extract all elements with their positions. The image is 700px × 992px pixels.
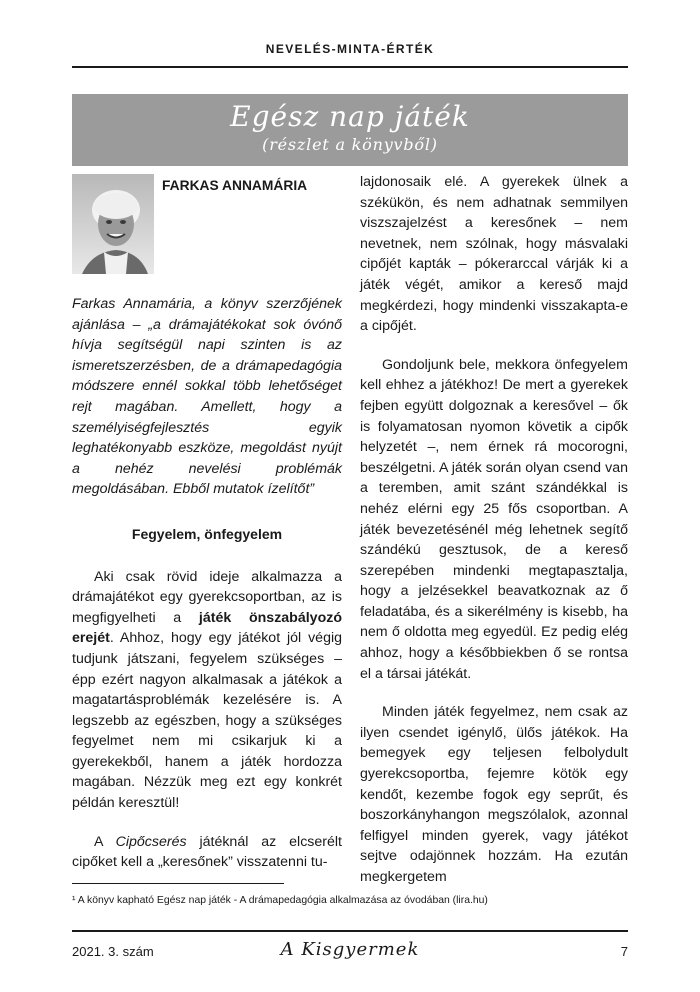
footnote: ¹ A könyv kapható Egész nap játék - A drámapedagógia alkalmazása az óvodában (lira.hu) [72, 895, 488, 906]
body-paragraph: Minden játék fegyelmez, nem csak az ilyen csendet igénylő, ülős játékok. Ha bemegyek egy teljesen felbolydult gyerekcsoportba, fejemre kötök egy kendőt, kezembe fogok egy seprűt, és boszorkányhangon megszólalok, azonnal felfigyel minden gyerek, vagy játékot sejtve odajönnek hozzám. Ha ezután megkergetem [360, 704, 628, 885]
author-name: FARKAS ANNAMÁRIA [162, 178, 308, 193]
magazine-name: A Kisgyermek [280, 939, 420, 960]
portrait-illustration [72, 174, 154, 274]
game-name: Cipőcserés [115, 833, 187, 850]
article-title: Egész nap játék [230, 100, 470, 133]
author-block [72, 172, 342, 276]
left-column [72, 172, 342, 891]
paragraph-text: A [94, 833, 116, 850]
section-heading: Fegyelem, önfegyelem [131, 525, 283, 542]
title-banner [72, 94, 628, 166]
header-rule [72, 66, 628, 68]
issue-label: 2021. 3. szám [72, 944, 154, 959]
footer-rule [72, 930, 628, 932]
emphasis-text: játék önszabályozó erejét [72, 609, 342, 647]
right-column [360, 172, 628, 906]
body-paragraph [72, 832, 342, 873]
paragraph-text: . Ahhoz, hogy egy játékot jól végig tudjunk játszani, fegyelem szükséges – épp ezért nagyon alkalmasak a játékok a magatartásproblémák kezelésére is. A legszebb az egészben, hogy a szükséges fegyelmet nem mi csikarjuk ki a gyerekekből, hanem a játék hordozza magában. Nézzük meg ezt egy konkrét példán keresztül! [72, 630, 342, 812]
body-paragraph: Gondoljunk bele, mekkora önfegyelem kell ehhez a játékhoz! De mert a gyerekek fejben együtt dolgoznak a keresővel – ők is folyamatosan nyomon követik a cipők helyzetét –, nem érnek rá mocorogni, beszélgetni. A játék során olyan csend van a teremben, amit szánt szándékkal is nehéz elérni egy 25 fős csoportban. A játék bevezetésénél még lehetnek segítő szándékú gesztusok, de a kereső szerepében mindenki megtapasztalja, hogy a jelzésekkel beavatkoznak az ő feladatába, és a sikerélmény is kisebb, ha nem ő oldotta meg egyedül. Ez pedig elég ahhoz, hogy a későbbiekben ő se rontsa el a társai játékát. [360, 356, 628, 682]
body-paragraph: lajdonosaik elé. A gyerekek ülnek a székükön, és nem adhatnak semmilyen viszszajelzést a keresőnek – nem nevetnek, nem szólnak, hogy másvalaki cipőjét kapták – pókerarccal várják ki a játék végét, amikor a kereső majd megkérdezi, hogy mindenki visszakapta-e a cipőjét. [360, 174, 628, 335]
article-subtitle: (részlet a könyvből) [262, 135, 438, 154]
page-number: 7 [620, 944, 628, 959]
paragraph-text: játéknál az elcserélt cipőket kell a „keresőnek” visszatenni tu- [72, 833, 342, 871]
running-header: NEVELÉS-MINTA-ÉRTÉK [265, 42, 435, 56]
body-paragraph [72, 567, 342, 814]
intro-paragraph: Farkas Annamária, a könyv szerzőjének ajánlása – „a drámajátékokat sok óvónő hívja segítségül napi szinten is az ismeretszerzésben, de a drámapedagógia módszere ennél sokkal több lehetőséget rejt magában. Amellett, hogy a személyiségfejlesztés egyik leghatékonyabb eszköze, megoldást nyújt a nehéz nevelési problémák megoldásában. Ebből mutatok ízelítőt” [72, 296, 342, 498]
author-photo [72, 174, 154, 274]
paragraph-text: Aki csak rövid ideje alkalmazza a drámajátékot egy gyerekcsoportban, az is megfigyelheti a [72, 568, 342, 626]
footnote-rule [72, 883, 284, 884]
